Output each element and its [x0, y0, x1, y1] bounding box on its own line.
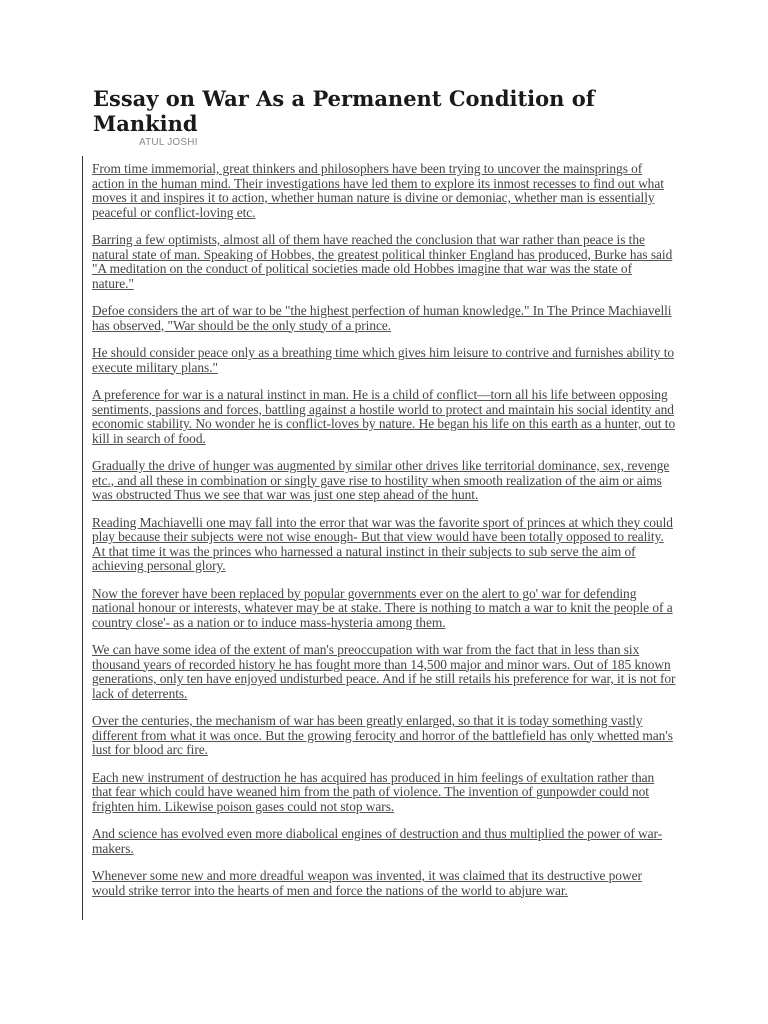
paragraph-10: Over the centuries, the mechanism of war has been greatly enlarged, so that it is today something vastly different from what it was once. But the growing ferocity and horror of the battlefield has only whetted man's lust for blood arc fire. — [92, 713, 673, 757]
paragraph-13: Whenever some new and more dreadful weapon was invented, it was claimed that its destructive power would strike terror into the hearts of men and force the nations of the world to abjure war. — [92, 868, 642, 898]
paragraph-12: And science has evolved even more diabolical engines of destruction and thus multiplied the power of war-makers. — [92, 826, 663, 856]
author-byline: ATUL JOSHI — [139, 137, 198, 148]
paragraph-5: A preference for war is a natural instinct in man. He is a child of conflict—torn all his life between opposing sentiments, passions and forces, battling against a hostile world to protect and maintain his social identity and economic stability. No wonder he is conflict-loves by nature. He began his life on this earth as a hunter, out to kill in search of food. — [92, 387, 676, 446]
paragraph-7: Reading Machiavelli one may fall into the error that war was the favorite sport of princes at which they could play because their subjects were not wise enough- But that view would have been totally opposed to reality. At that time it was the princes who harnessed a natural instinct in their subjects to sub serve the aim of achieving personal glory. — [92, 514, 673, 573]
paragraph-2: Barring a few optimists, almost all of them have reached the conclusion that war rather than peace is the natural state of man. Speaking of Hobbes, the greatest political thinker England has produced, Burke has said "A meditation on the conduct of political societies made old Hobbes imagine that war was the state of nature." — [92, 232, 673, 291]
paragraph-6: Gradually the drive of hunger was augmented by similar other drives like territorial dominance, sex, revenge etc., and all these in combination or singly gave rise to hostility when smooth realization of the aim or aims was obstructed Thus we see that war was just one step ahead of the hunt. — [92, 458, 670, 502]
document-title: Essay on War As a Permanent Condition of Mankind — [93, 86, 595, 136]
paragraph-4: He should consider peace only as a breathing time which gives him leisure to contrive and furnishes ability to execute military plans." — [92, 345, 675, 375]
paragraph-3: Defoe considers the art of war to be "the highest perfection of human knowledge." In The Prince Machiavelli has observed, "War should be the only study of a prince. — [92, 303, 672, 333]
paragraph-9: We can have some idea of the extent of man's preoccupation with war from the fact that in less than six thousand years of recorded history he has fought more than 14,500 major and minor wars. Out of 185 known generations, only ten have enjoyed undisturbed peace. And if he still retails his preference for war, it is not for lack of deterrents. — [92, 642, 676, 701]
document-body — [92, 162, 676, 911]
paragraph-8: Now the forever have been replaced by popular governments ever on the alert to go' war for defending national honour or interests, whatever may be at stake. There is nothing to match a war to knit the people of a country close'- as a nation or to induce mass-hysteria among them. — [92, 585, 673, 630]
paragraph-11: Each new instrument of destruction he has acquired has produced in him feelings of exultation rather than that fear which could have weaned him from the path of violence. The invention of gunpowder could not frighten him. Likewise poison gases could not stop wars. — [92, 769, 655, 814]
paragraph-1: From time immemorial, great thinkers and philosophers have been trying to uncover the mainsprings of action in the human mind. Their investigations have led them to explore its inmost recesses to find out what moves it and inspires it to action, whether human nature is divine or demoniac, whether man is essentially peaceful or conflict-loving etc. — [92, 161, 664, 220]
left-margin-rule — [82, 156, 83, 920]
